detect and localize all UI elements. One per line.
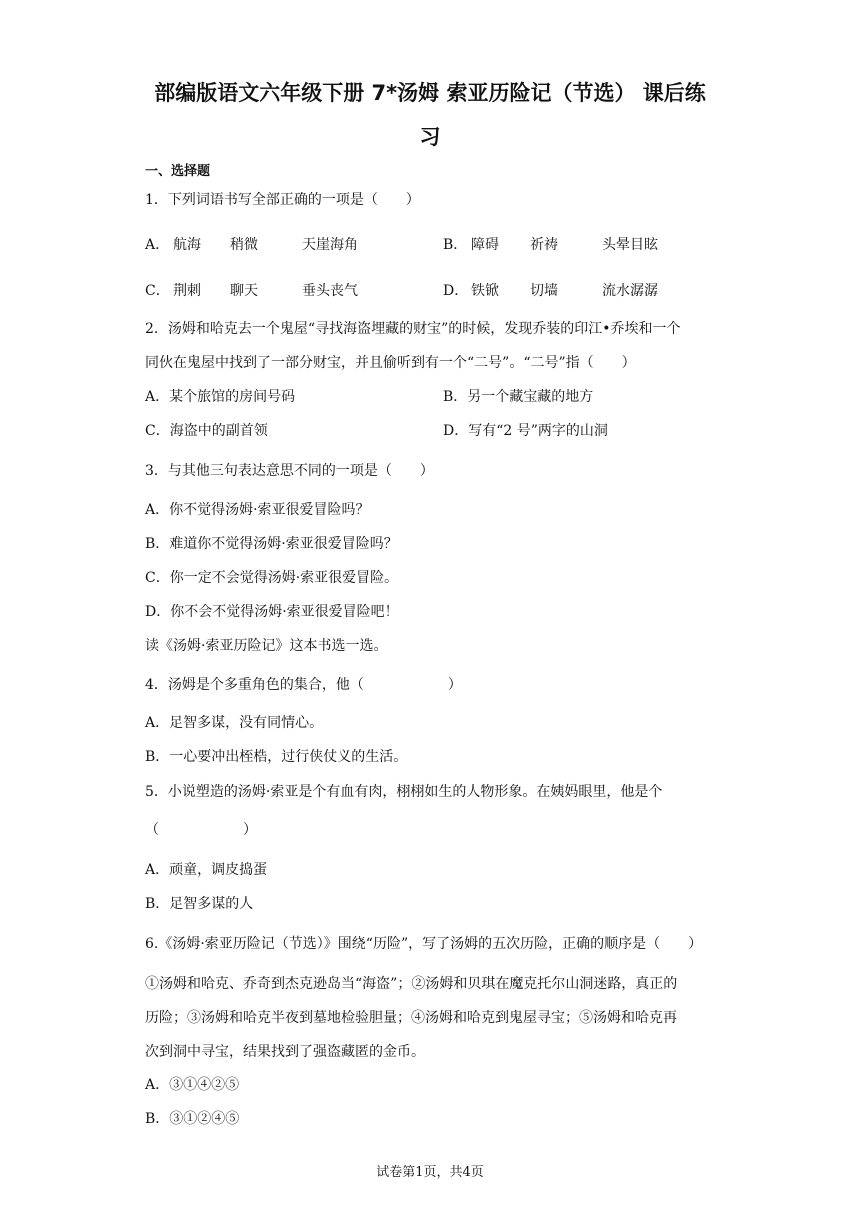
- q6-passage-line3: 次到洞中寻宝，结果找到了强盗藏匿的金币。: [145, 1044, 425, 1060]
- q3-option-a: A．你不觉得汤姆·索亚很爱冒险吗？: [145, 502, 370, 518]
- q6-option-b: B．③①②④⑤: [145, 1111, 240, 1127]
- page-footer: 试卷第1页，共4页: [376, 1165, 484, 1180]
- q5-stem-line1: 5．小说塑造的汤姆·索亚是个有血有肉，栩栩如生的人物形象。在姨妈眼里，他是个: [145, 784, 663, 800]
- section-heading: 一、选择题: [145, 164, 211, 179]
- q1-option-d: [443, 284, 658, 298]
- option-letter: C．: [145, 283, 170, 299]
- q4-option-b: B．一心要冲出桎梏，过行侠仗义的生活。: [145, 749, 408, 765]
- q4-option-a: A．足智多谋，没有同情心。: [145, 715, 324, 731]
- q2-option-b: B．另一个藏宝藏的地方: [443, 389, 594, 405]
- word: 障碍: [471, 237, 499, 253]
- option-letter: D．: [443, 283, 469, 299]
- word: 稍微: [230, 237, 258, 253]
- q1-stem: 1．下列词语书写全部正确的一项是（ ）: [145, 192, 420, 208]
- q6-option-a: A．③①④②⑤: [145, 1077, 240, 1093]
- reading-intro: 读《汤姆·索亚历险记》这本书选一选。: [145, 638, 388, 654]
- q3-option-c: C．你一定不会觉得汤姆·索亚很爱冒险。: [145, 570, 399, 586]
- q3-stem: 3．与其他三句表达意思不同的一项是（ ）: [145, 463, 434, 479]
- word: 聊天: [230, 283, 258, 299]
- q4-stem: 4．汤姆是个多重角色的集合，他（ ）: [145, 677, 462, 693]
- q5-option-a: A．顽童，调皮捣蛋: [145, 862, 268, 878]
- word: 头晕目眩: [602, 237, 658, 253]
- q2-stem-line2: 同伙在鬼屋中找到了一部分财宝，并且偷听到有一个“二号”。“二号”指（ ）: [145, 355, 636, 371]
- q2-option-d: D．写有“2 号”两字的山洞: [443, 423, 608, 439]
- word: 荆刺: [173, 283, 201, 299]
- q6-passage-line2: 历险；③汤姆和哈克半夜到墓地检验胆量；④汤姆和哈克到鬼屋寻宝；⑤汤姆和哈克再: [145, 1010, 677, 1026]
- q2-stem-line1: 2．汤姆和哈克去一个鬼屋“寻找海盗埋藏的财宝”的时候，发现乔装的印江•乔埃和一个: [145, 321, 681, 337]
- q6-stem: 6.《汤姆·索亚历险记（节选）》围绕“历险”，写了汤姆的五次历险，正确的顺序是（ ）: [145, 936, 703, 952]
- word: 航海: [173, 237, 201, 253]
- q1-option-c: [145, 284, 358, 298]
- word: 流水潺潺: [602, 283, 658, 299]
- option-letter: A．: [145, 237, 170, 253]
- q5-stem-line2: （ ）: [145, 822, 257, 838]
- document-title-line2: 习: [419, 125, 441, 149]
- q2-option-c: C．海盗中的副首领: [145, 423, 268, 439]
- q2-option-a: A．某个旅馆的房间号码: [145, 389, 296, 405]
- q3-option-d: D．你不会不觉得汤姆·索亚很爱冒险吧！: [145, 604, 399, 620]
- word: 切墙: [530, 283, 558, 299]
- q3-option-b: B．难道你不觉得汤姆·索亚很爱冒险吗？: [145, 536, 398, 552]
- word: 垂头丧气: [302, 283, 358, 299]
- document-title-line1: 部编版语文六年级下册 7*汤姆 索亚历险记（节选） 课后练: [154, 81, 706, 105]
- word: 祈祷: [530, 237, 558, 253]
- q5-option-b: B．足智多谋的人: [145, 896, 254, 912]
- word: 铁锨: [471, 283, 499, 299]
- q6-passage-line1: ①汤姆和哈克、乔奇到杰克逊岛当“海盗”；②汤姆和贝琪在魔克托尔山洞迷路，真正的: [145, 976, 678, 992]
- q1-option-a: [145, 238, 358, 252]
- word: 天崖海角: [302, 237, 358, 253]
- option-letter: B．: [443, 237, 468, 253]
- q1-option-b: [443, 238, 658, 252]
